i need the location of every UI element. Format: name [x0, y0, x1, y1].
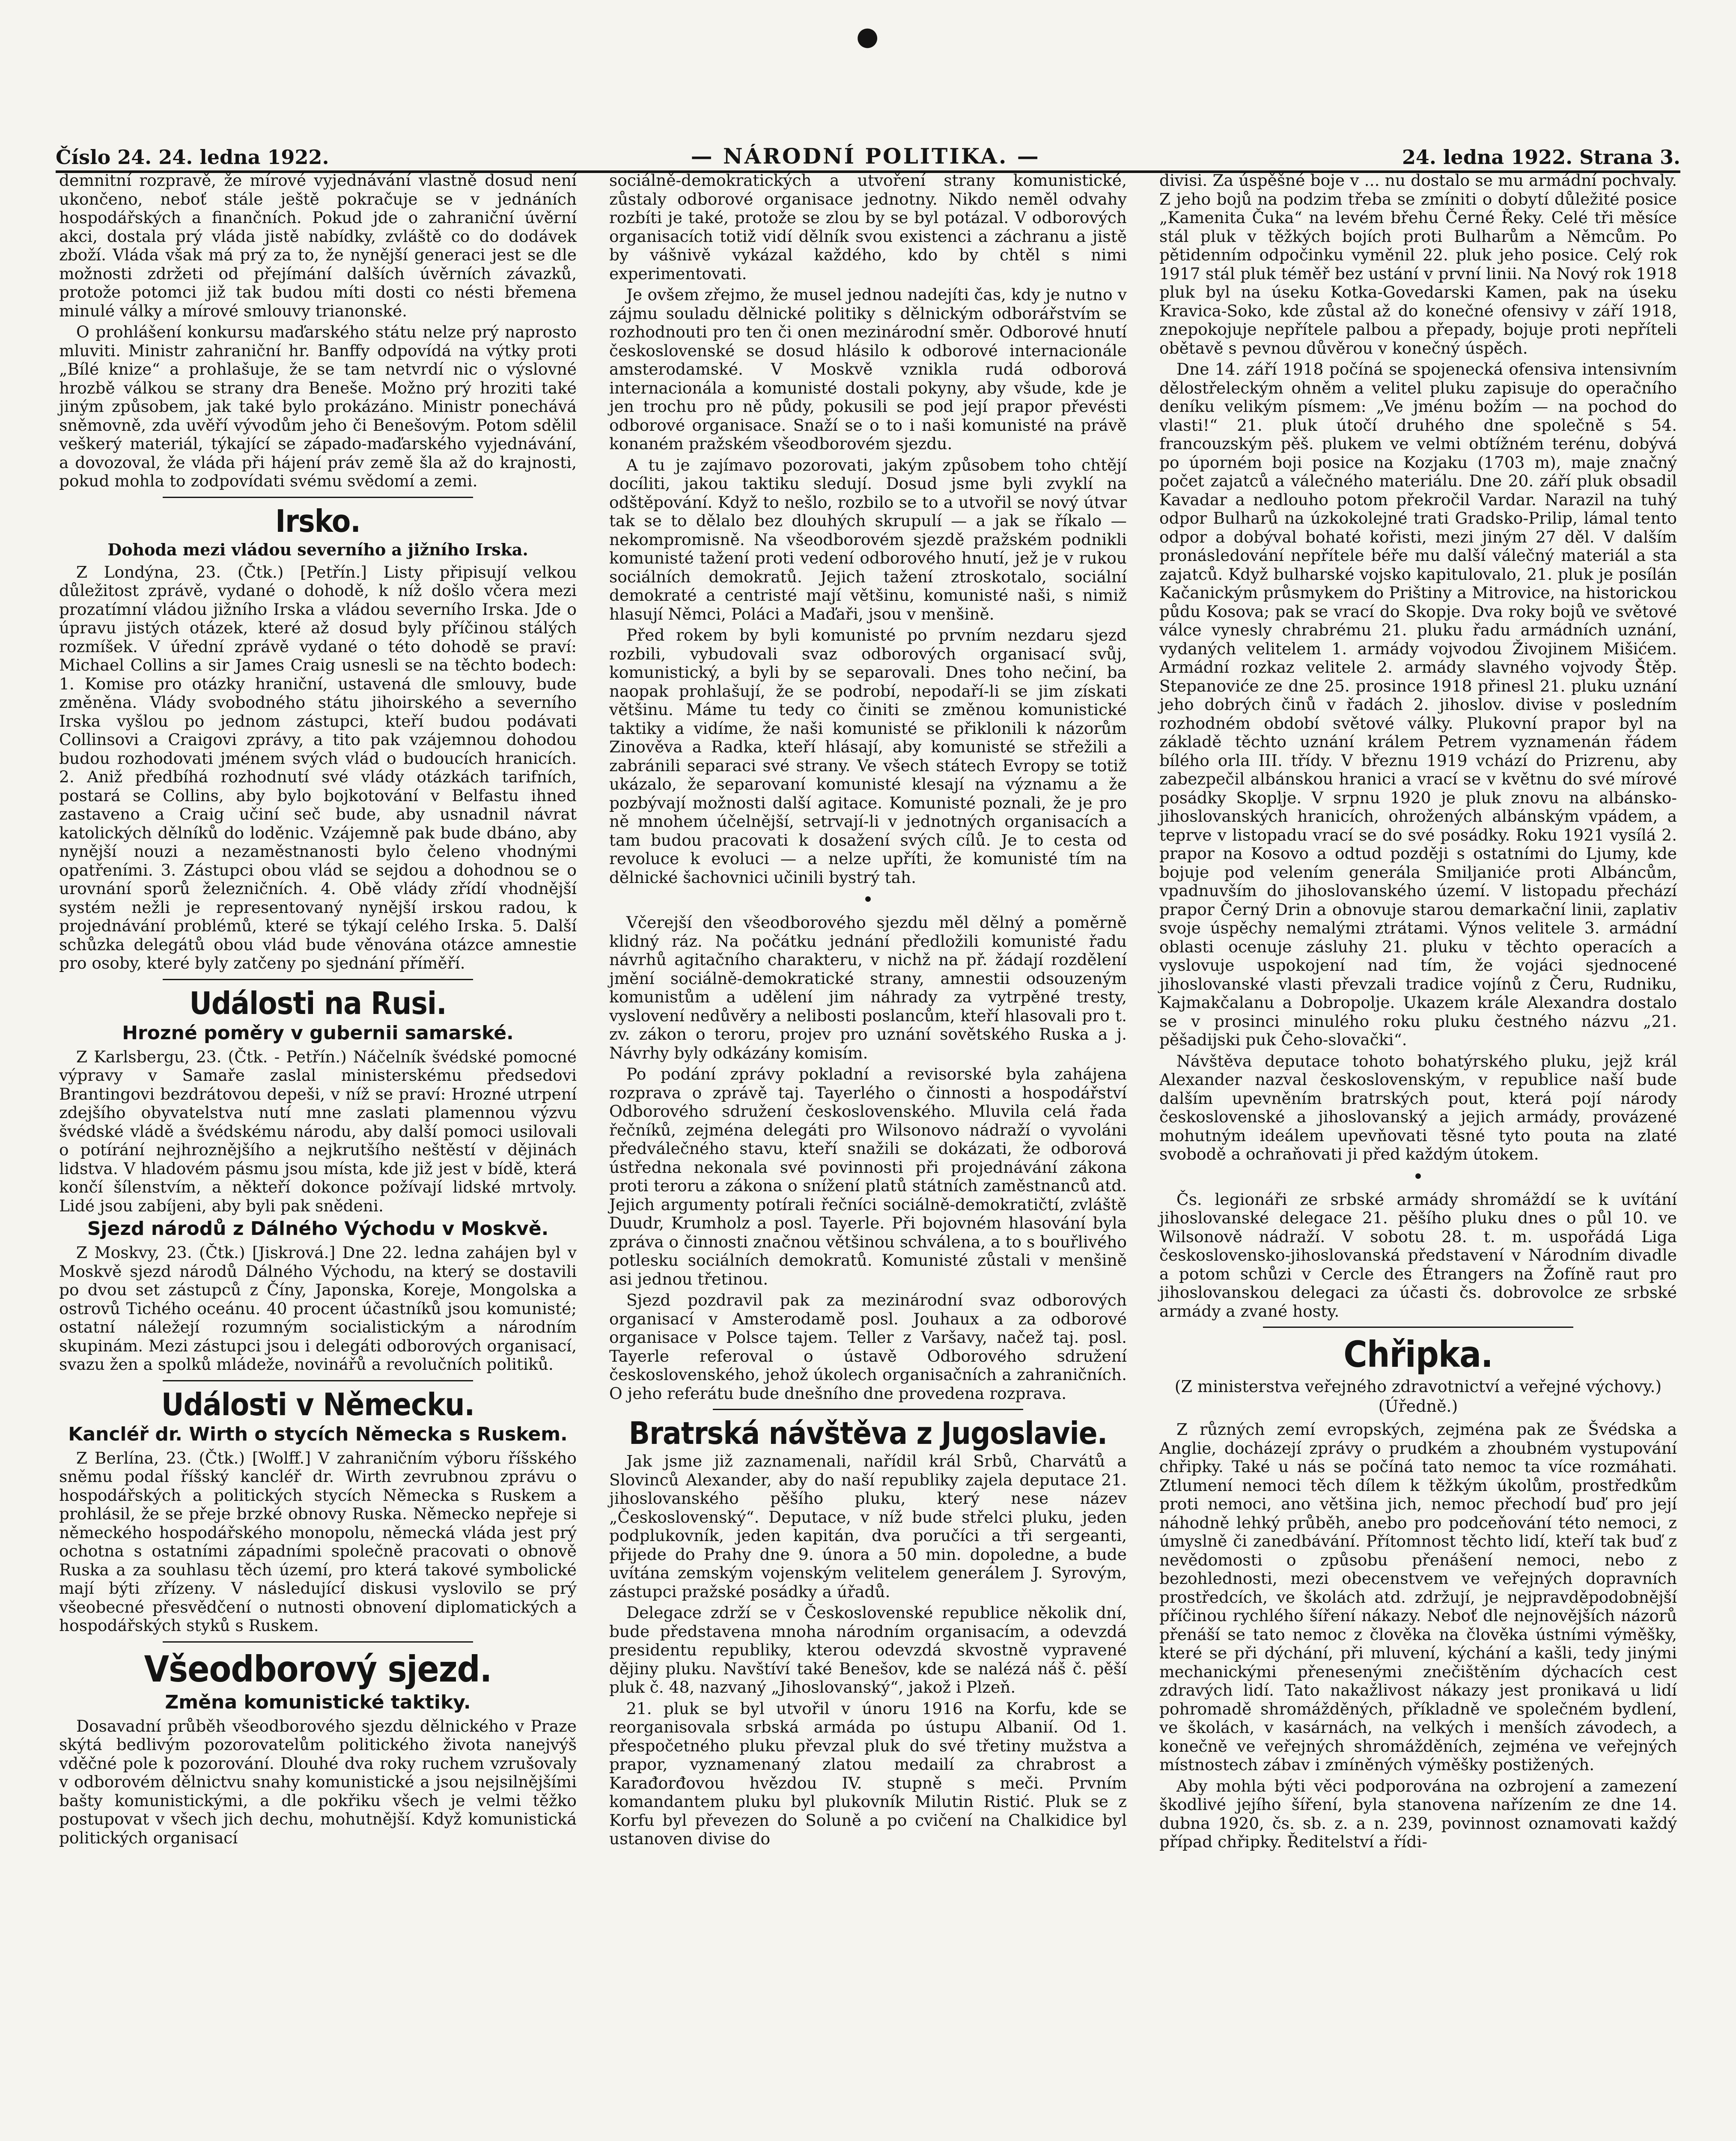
article-paragraph: Sjezd pozdravil pak za mezinárodní svaz odborových organisací v Amsterodamě posl. Jouhaux a za odborové organisace v Polsce tajem. Teller z Varšavy, načež taj. posl. Tayerle referoval o ústavě Odborového sdružení československého, jehož úkolech organisačních a zahraničních. O jeho referátu bude dnešního dne provedena rozprava. [609, 1291, 1127, 1403]
column-3 [1156, 171, 1680, 2141]
article-paragraph: divisi. Za úspěšné boje v ... nu dostalo se mu armádní pochvaly. Z jeho bojů na podzim třeba se zmíniti o dobytí důležité posice „Kamenita Čuka“ na levém břehu Černé Řeky. Celé tři měsíce stál pluk v těžkých bojích proti Bulharům a Němcům. Po pětidenním odpočinku vyměnil 22. pluk jeho posice. Celý rok 1917 stál pluk téměř bez ustání v první linii. Na Nový rok 1918 pluk byl na úseku Kotka-Govedarski Kamen, pak na úseku Kravica-Soko, kde zůstal až do konečné ofensivy v září 1918, znepokojuje nepřítele palbou a přepady, bojuje proti nepříteli obětavě s pevnou důvěrou v konečný úspěch. [1159, 171, 1677, 358]
section-title-rusi: Události na Rusi. [189, 985, 447, 1021]
article-subtitle: Dohoda mezi vládou severního a jižního Irska. [107, 540, 528, 559]
column-1 [56, 171, 580, 2141]
article-paragraph: Po podání zprávy pokladní a revisorské byla zahájena rozprava o zprávě taj. Tayerlého o činnosti a hospodářství Odborového sdružení československého. Mluvila celá řada řečníků, zejména delegáti pro Wilsonovo nádraží o vyvoláni předválečného stavu, kteří snažili se dokázati, že odborová ústředna nekonala své povinnosti při projednávání zákona proti teroru a zákona o snížení platů státních zaměstnanců atd. Jejich argumenty potírali řečníci sociálně-demokratičtí, zvláště Duudr, Krumholz a posl. Tayerle. Při bojovném hlasování byla zpráva o činnosti značnou většinou schválena, a to s bouřlivého potlesku sociálních demokratů. Komunisté zůstali v menšině asi jednou třetinou. [609, 1065, 1127, 1288]
article-paragraph: Z různých zemí evropských, zejména pak ze Švédska a Anglie, docházejí zprávy o prudkém a zhoubném vystupování chřipky. Také u nás se počíná tato nemoc ta více rozmáhati. Ztlumení nemoci těch dílem k těžkým úkolům, prostředkům proti nemoci, ano většina jich, nemoc přechodí buď pro její náhodně lehký průběh, anebo pro podceňování této nemoci, z úmyslně či zanedbávání. Přítomnost těchto lidí, kteří tak buď z nevědomosti o způsobu přenášení nemoci, nebo z bezohlednosti, mezi obecenstvem ve veřejných dopravních prostředcích, ve školách atd. zdržují, je nejpravděpodobnější příčinou rychlého šíření nákazy. Neboť dle nejnovějších názorů přenáší se tato nemoc z člověka na člověka ústními výměšky, které se při dýchání, při mluvení, kýchání a kašli, tedy jinými mechanickými přenesenými znečištěním dýchacích cest zdravých lidí. Tato nakažlivost nákazy jest pronikavá u lidí pohromadě shromážděných, příkladně ve společném bydlení, ve školách, v kasárnách, na velkých i menších závodech, a konečně ve veřejných shromážděních, zejména ve veřejných místnostech zábav i zmíněných výměšky postižených. [1159, 1420, 1677, 1774]
page-ornament: ● [856, 21, 879, 51]
section-title-nemecko: Události v Německu. [161, 1386, 475, 1422]
article-subtitle: Kancléř dr. Wirth o stycích Německa s Ruskem. [68, 1423, 568, 1445]
article-subtitle: Sjezd národů z Dálného Východu v Moskvě. [87, 1218, 549, 1240]
masthead [56, 128, 1680, 173]
article-paragraph: Delegace zdrží se v Československé republice několik dní, bude představena mnoha národním organisacím, a odevzdá presidentu republiky, kterou odevzdá skvostně vypravené dějiny pluku. Navštíví také Benešov, kde se nalézá náš č. pěší pluk č. 48, nazvaný „Jihoslovanský“, jakož i Plzeň. [609, 1603, 1127, 1697]
article-paragraph: Z Londýna, 23. (Čtk.) [Petřín.] Listy připisují velkou důležitost zprávě, vydané o dohodě, k níž došlo včera mezi prozatímní vládou jižního Irska a vládou severního Irska. Jde o úpravu jistých otázek, které až dosud byly příčinou stálých rozmíšek. V úřední zprávě vydané o této dohodě se praví: Michael Collins a sir James Craig usnesli se na těchto bodech: 1. Komise pro otázky hraniční, ustavená dle smlouvy, bude změněna. Vlády svobodného státu jihoirského a severního Irska vyšlou po jednom zástupci, kteří budou podávati Collinsovi a Craigovi zprávy, a tito pak vzájemnou dohodou budou rozhodovati jménem svých vlád o budoucích hranicích. 2. Aniž předbíhá rozhodnutí své vlády otázkách tarifních, postará se Collins, aby bylo bojkotování v Belfastu ihned zastaveno a Craig učiní seč bude, aby usnadnil návrat katolických dělníků do loděnic. Vzájemně pak bude dbáno, aby nynější nouzi a nezaměstnanosti bylo čeleno vhodnými opatřeními. 3. Zástupci obou vlád se sejdou a dohodnou se o urovnání sporů železničních. 4. Obě vlády zřídí vhodnější systém nežli je representovaný nynější irskou radou, k projednávání problémů, které se týkají celého Irska. 5. Další schůzka delegátů obou vlád bude věnována otázce amnestie pro osoby, které byly zatčeny po sjednání příměří. [59, 562, 577, 972]
article-paragraph: Je ovšem zřejmo, že musel jednou nadejíti čas, kdy je nutno v zájmu souladu dělnické politiky s dělnickým odborářstvím se rozhodnouti pro ten či onen mezinárodní směr. Odborové hnutí československé se dosud hlásilo k odborové internacionále amsterodamské. V Moskvě vznikla rudá odborová internacionála a komunisté dostali pokyny, aby všude, kde je jen trochu pro ně půdy, pokusili se pod její prapor převésti odborové organisace. Snaží se o to i naši komunisté na právě konaném pražském všeodborovém sjezdu. [609, 285, 1127, 453]
divider [163, 1641, 473, 1643]
article-paragraph: Včerejší den všeodborového sjezdu měl dělný a poměrně klidný ráz. Na počátku jednání předložili komunisté řadu návrhů agitačního charakteru, v nichž na př. žádají rozdělení jmění sociálně-demokratické strany, amnestii odsouzeným komunistům a udělení jim náhrady za vytrpěné tresty, vyslovení nedůvěry a nelibosti poslancům, kteří hlasovali pro t. zv. zákon o teroru, projev pro uznání sovětského Ruska a j. Návrhy byly odkázány komisím. [609, 913, 1127, 1062]
article-paragraph: sociálně-demokratických a utvoření strany komunistické, zůstaly odborové organisace jednotny. Nikdo neměl odvahy rozbíti je také, protože se zlou by se byl potázal. V odborových organisacích totiž vidí dělník svou existenci a záchranu a jistě by vášnivě vykázal každého, kdo by chtěl s nimi experimentovati. [609, 171, 1127, 283]
article-paragraph: Před rokem by byli komunisté po prvním nezdaru sjezd rozbili, vybudovali svaz odborových organisací svůj, komunistický, a byli by se separovali. Dnes toho nečiní, ba naopak prohlašují, že se podrobí, nepodaří-li se jim získati většinu. Máme tu tedy co činiti se změnou komunistické taktiky a vidíme, že naši komunisté se přiklonili k názorům Zinověva a Radka, kteří hlásají, aby komunisté se střežili a zabránili separaci své strany. Ve všech státech Evropy se totiž ukázalo, že separovaní komunisté klesají na významu a že pozbývají možnosti další agitace. Komunisté poznali, že je pro ně mnohem účelnější, setrvají-li v jednotných organisacích a tam budou pracovati k dosažení svých cílů. Je to cesta od revoluce k evoluci — a nelze upříti, že komunisté tím na dělnické šachovnici učinili bystrý tah. [609, 626, 1127, 887]
article-paragraph: Dosavadní průběh všeodborového sjezdu dělnického v Praze skýtá bedlivým pozorovatelům politického života nanejvýš vděčné pole k pozorování. Dlouhé dva roky ruchem vzrušovaly v odborovém dělnictvu snahy komunistické a jsou nejsilnějšími bašty komunistickými, a dle pokřiku všech je velmi těžko postupovat v všech jich dechu, mohutnější. Když komunistická politických organisací [59, 1716, 577, 1847]
issue-date-left: Číslo 24. 24. ledna 1922. [56, 146, 329, 169]
article-paragraph: Z Karlsbergu, 23. (Čtk. - Petřín.) Náčelník švédské pomocné výpravy v Samaře zaslal ministerskému předsedovi Brantingovi bezdrátovou depeši, v níž se praví: Hrozné utrpení zdejšího obyvatelstva nutí mne zaslati plamennou výzvu švédské vládě a švédskému národu, aby další pomoci usilovali o potírání nejhroznějšího a nejkrutšího neštěstí v dějinách lidstva. V hladovém pásmu jsou místa, kde již jest v bídě, která končí šílenstvím, a někteří dokonce požívají lidské mrtvoly. Lidé jsou zabíjeni, aby byli pak snědeni. [59, 1047, 577, 1215]
divider [163, 979, 473, 980]
section-title-jugoslavie: Bratrská návštěva z Jugoslavie. [628, 1415, 1108, 1451]
article-paragraph: Aby mohla býti věci podporována na ozbrojení a zamezení škodlivé jejího šíření, byla stanovena nařízením ze dne 14. dubna 1920, čs. sb. z. a n. 239, povinnost oznamovati každý případ chřipky. Ředitelství a řídi- [1159, 1776, 1677, 1851]
article-paragraph: Návštěva deputace tohoto bohatýrského pluku, jejž král Alexander nazval československým, v republice naší bude dalším upevněním bratrských pout, která pojí národy československé a jihoslovanský a jejich armády, provázené mohutným ideálem upevňovati těsné tyto pouta na zlaté svobodě a ochraňovati ji před každým útokem. [1159, 1051, 1677, 1163]
issue-date-right: 24. ledna 1922. Strana 3. [1402, 146, 1680, 169]
article-paragraph: Dne 14. září 1918 počíná se spojenecká ofensiva intensivním dělostřeleckým ohněm a velitel pluku zapisuje do operačního deníku velikým písmem: „Ve jménu božím — na pochod do vlasti!“ 21. pluk útočí druhého dne společně s 54. francouzským pěš. plukem ve velmi obtížném terénu, dobývá po úporném boji posice na Kozjaku (1703 m), maje značný počet zajatců a válečného materiálu. Dne 20. září pluk obsadil Kavadar a nedlouho potom překročil Vardar. Narazil na tuhý odpor Bulharů na úzkokolejné trati Gradsko-Prilip, lámal tento odpor a dobýval bohaté kořisti, mezi jiným 27 děl. V dalším pronásledování nepřítele béře mu další válečný materiál a sta zajatců. Když bulharské vojsko kapitulovalo, 21. pluk je posílán Kačanickým průsmykem do Prištiny a Mitrovice, na historickou půdu Kosova; pak se vrací do Skopje. Dva roky bojů ve světové válce vynesly chrabrému 21. pluku řadu armádních uznání, vydaných velitelem 1. armády vojvodou Živojinem Mišićem. Armádní rozkaz velitele 2. armády slavného vojvody Štěp. Stepanoviće ze dne 25. prosince 1918 přinesl 21. pluku uznání jeho dobrých činů v řadách 2. jihoslov. divise v posledním rozhodném období světové války. Plukovní prapor byl na základě těchto uznání králem Petrem vyznamenán řádem bílého orla III. třídy. V březnu 1919 vchází do Prizrenu, aby zabezpečil albánskou hranici a vrací se v květnu do své mírové posádky Skoplje. V srpnu 1920 je pluk znovu na albánsko-jihoslovanských hranicích, ohrožených albánským vpádem, a teprve v listopadu vrací se do své posádky. Roku 1921 vysílá 2. prapor na Kosovo a odtud později s ostatními do Ljumy, kde bojuje pod velením generála Smiljaniće proti Albáncům, vpadnuvším do jihoslovanského území. V listopadu přechází prapor Černý Drin a obnovuje starou demarkační linii, zaplativ svoje úspěchy nemalými ztrátami. Výnos velitele 3. armádní oblasti ocenuje zásluhy 21. pluku v těchto operacích a vyslovuje uspokojení nad tím, že vojáci sjednocené jihoslovanské vlasti převzali tradice vojínů z Čeru, Rudniku, Kajmakčalanu a Dobropolje. Ukazem krále Alexandra dostalo se v prosinci minulého roku pluku čestného názvu „21. pěšadijski puk Čeho-slovački“. [1159, 360, 1677, 1049]
article-source-note: (Z ministerstva veřejného zdravotnictví a veřejné výchovy.) (Úředně.) [1174, 1377, 1662, 1416]
separator-dot: • [862, 889, 874, 911]
article-paragraph: Z Berlína, 23. (Čtk.) [Wolff.] V zahraničním výboru říšského sněmu podal říšský kancléř dr. Wirth zevrubnou zprávu o hospodářských a politických stycích Německa s Ruskem a prohlásil, že se přeje brzké obnovy Ruska. Německo nepřeje si německého hospodářského monopolu, německá vláda jest prý ochotna s ostatními západními společně pracovati o obnově Ruska a za souhlasu těch území, pro která takové symbolické mají býti zřízeny. V následující diskusi vyslovilo se prý všeobecné přesvědčení o nutnosti obnovení diplomatických a hospodářských styků s Ruskem. [59, 1448, 577, 1635]
article-subtitle: Hrozné poměry v gubernii samarské. [122, 1022, 514, 1044]
article-paragraph: Z Moskvy, 23. (Čtk.) [Jiskrová.] Dne 22. ledna zahájen byl v Moskvě sjezd národů Dálného Východu, na který se dostavili po dvou set zástupců z Číny, Japonska, Koreje, Mongolska a ostrovů Tichého oceánu. 40 procent účastníků jsou komunisté; ostatní náležejí rozumným socialistickým a národním skupinám. Mezi zástupci jsou i delegáti odborových organisací, svazu žen a spolků mládeže, novinářů a revolučních politiků. [59, 1243, 577, 1374]
column-2 [606, 171, 1130, 2141]
divider [1263, 1327, 1573, 1328]
article-subtitle: Změna komunistické taktiky. [165, 1691, 471, 1713]
section-title-irsko: Irsko. [275, 503, 360, 539]
section-title-vseodborovy-sjezd: Všeodborový sjezd. [144, 1648, 492, 1690]
separator-dot: • [1412, 1166, 1424, 1188]
divider [163, 497, 473, 498]
article-paragraph: A tu je zajímavo pozorovati, jakým způsobem toho chtějí docíliti, jakou taktiku sledují. Dosud jsme byli zvyklí na odštěpování. Když to nešlo, rozbilo se to a utvořil se nový útvar tak se to dělalo bez dlouhých skrupulí — a jak se říkalo — nekompromisně. Na všeodborovém sjezdě pražském podnikli komunisté tažení proti vedení odborového hnutí, jež je v rukou sociálních demokratů. Jejich tažení ztroskotalo, sociální demokraté a centristé mají většinu, komunisté naši, s nimiž hlasují Němci, Poláci a Maďaři, jsou v menšině. [609, 455, 1127, 623]
article-paragraph: Čs. legionáři ze srbské armády shromáždí se k uvítání jihoslovanské delegace 21. pěšího pluku dnes o půl 10. ve Wilsonově nádraží. V sobotu 28. t. m. uspořádá Liga československo-jihoslovanská představení v Národním divadle a potom schůzi v Cercle des Étrangers na Žofíně raut pro jihoslovanskou delegaci za účasti čs. dobrovolce ze srbské armády a zvané hosty. [1159, 1190, 1677, 1321]
article-paragraph: O prohlášení konkursu maďarského státu nelze prý naprosto mluviti. Ministr zahraniční hr. Banffy odpovídá na výtky proti „Bílé knize“ a prohlašuje, že se tam netvrdí nic o výslovné hrozbě válkou se strany dra Beneše. Možno prý hroziti také jiným způsobem, jak také bylo prokázáno. Ministr ponechává sněmovně, zda uvěří vývodům jeho či Benešovým. Potom sdělil veškerý materiál, týkající se západo-maďarského vyjednávání, a dovozoval, že vláda při hájení práv země šla až do krajnosti, pokud mohla to zodpovídati svému svědomí a zemi. [59, 322, 577, 490]
article-columns [56, 171, 1680, 2141]
article-paragraph: demnitní rozpravě, že mírové vyjednávání vlastně dosud není ukončeno, neboť stále ještě pokračuje se v jednáních hospodářských a finančních. Pokud jde o zahraniční úvěrní akci, dostala prý vláda jistě nabídky, zvláště co do dodávek zboží. Vláda však má prý za to, že nynější generaci jest se dle možnosti zdržeti od přejímání dalších úvěrních závazků, protože potomci již tak budou míti dosti co nésti břemena minulé války a mírové smlouvy trianonské. [59, 171, 577, 320]
newspaper-title: — NÁRODNÍ POLITIKA. — [691, 143, 1040, 169]
article-paragraph: Jak jsme již zaznamenali, nařídil král Srbů, Charvátů a Slovinců Alexander, aby do naší republiky zajela deputace 21. jihoslovanského pěšího pluku, který nese název „Československý“. Deputace, v níž bude střelci pluku, jeden podplukovník, jeden kapitán, dva poručíci a tři sergeanti, přijede do Prahy dne 9. února a 50 min. dopoledne, a bude uvítána zemským vojenským velitelem generálem J. Syrovým, zástupci pražské posádky a úřadů. [609, 1452, 1127, 1601]
divider [713, 1409, 1023, 1410]
article-paragraph: 21. pluk se byl utvořil v únoru 1916 na Korfu, kde se reorganisovala srbská armáda po ústupu Albanií. Od 1. přespočetného pluku převzal pluk do své třetiny mužstva a prapor, vyznamenaný zlatou medailí za chrabrost a Karađorđovou hvězdou IV. stupně s meči. Prvním komandantem pluku byl plukovník Milutin Ristić. Pluk se z Korfu byl převezen do Soluně a po cvičení na Chalkidice byl ustanoven divise do [609, 1699, 1127, 1848]
section-title-chripka: Chřipka. [1343, 1333, 1493, 1375]
divider [163, 1380, 473, 1381]
